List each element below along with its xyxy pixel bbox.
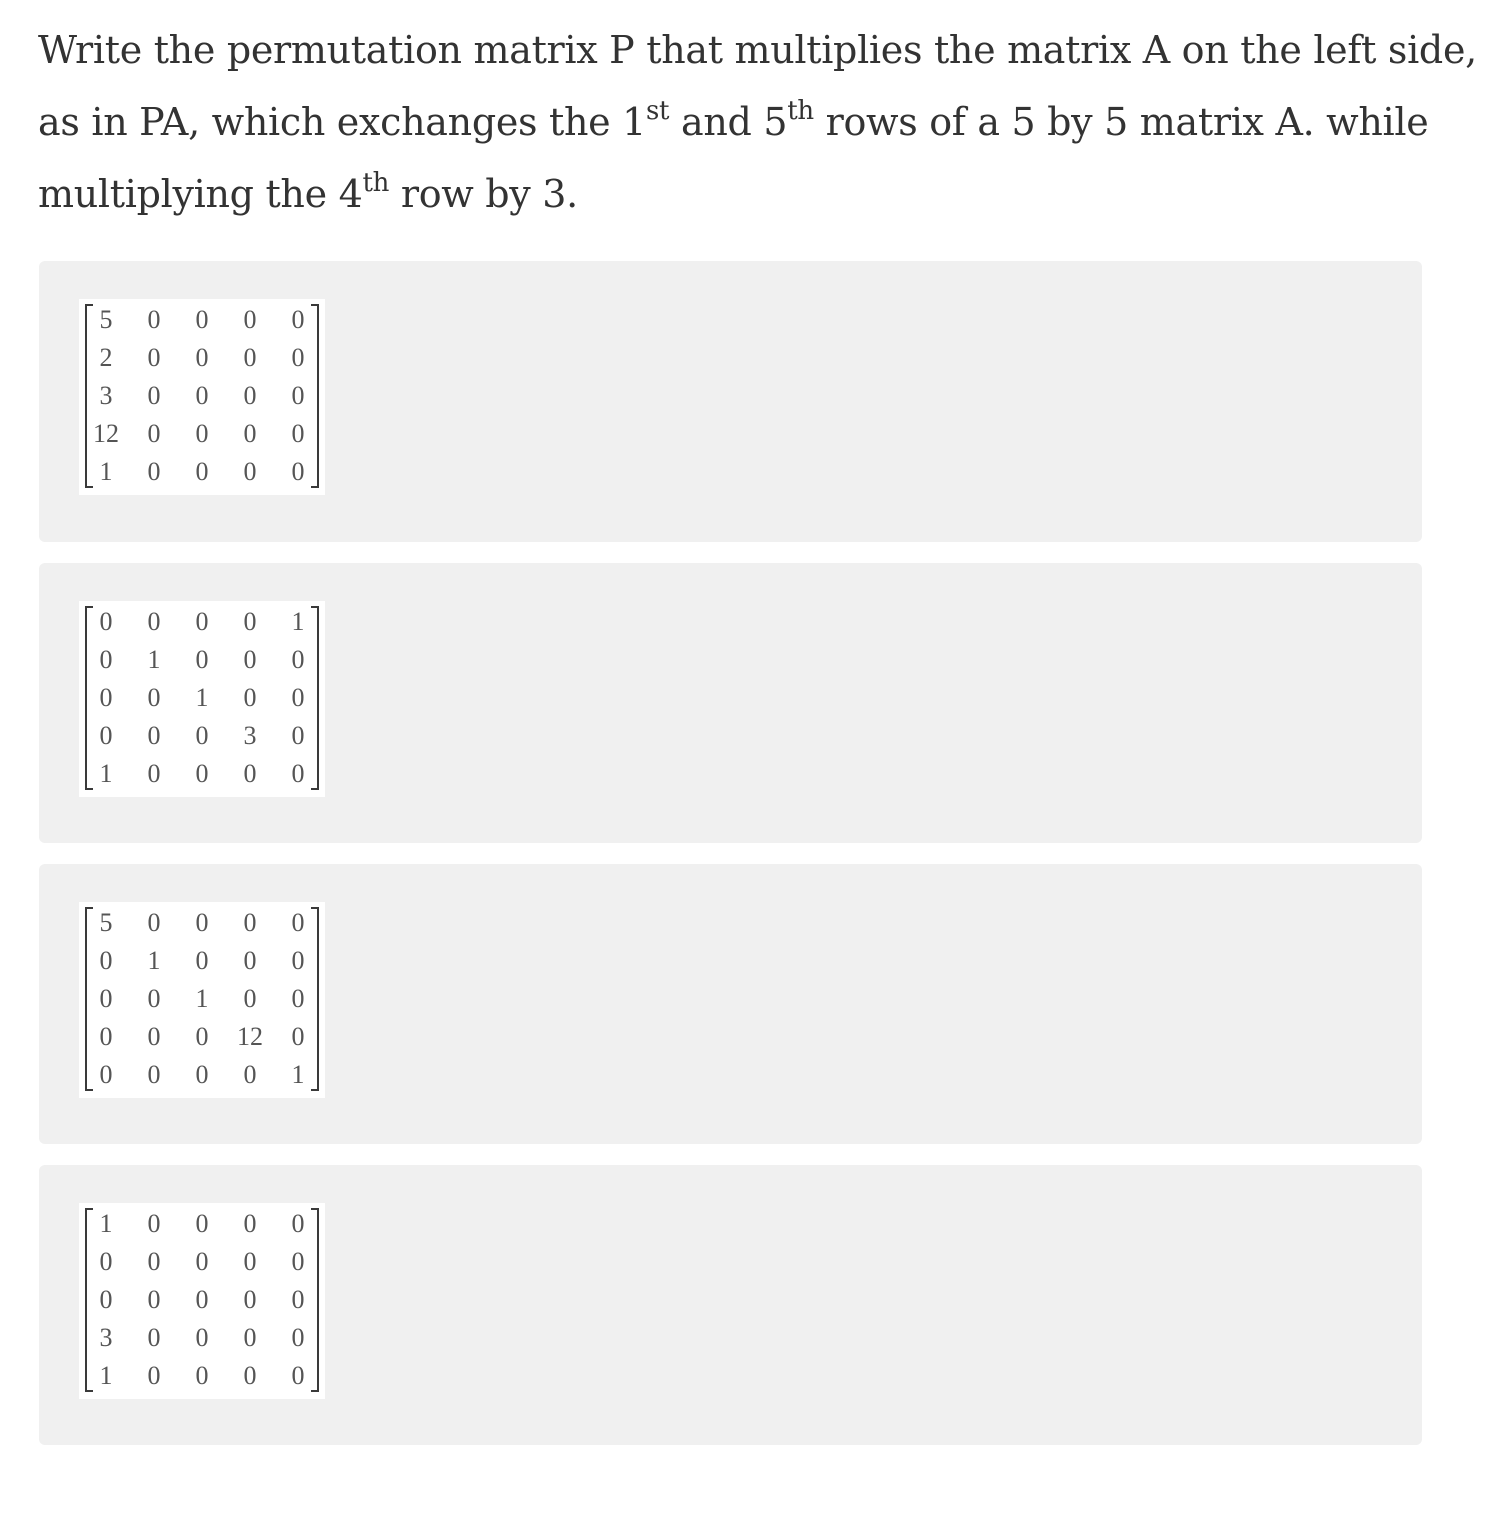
matrix-row [93, 1243, 311, 1281]
matrix [85, 904, 319, 1094]
matrix-cell: 0 [147, 721, 161, 750]
matrix-cell: 3 [99, 1323, 113, 1352]
matrix-cell: 0 [291, 419, 305, 448]
question-line-2-part-b: and 5 [669, 100, 788, 144]
matrix-cell: 0 [243, 343, 257, 372]
matrix-cell: 0 [147, 683, 161, 712]
matrix-cell: 0 [147, 305, 161, 334]
matrix [85, 603, 319, 793]
matrix-cell: 0 [99, 1022, 113, 1051]
matrix-table [93, 603, 311, 793]
matrix-cell: 0 [195, 457, 209, 486]
matrix-cell: 0 [243, 1285, 257, 1314]
matrix-cell: 0 [147, 1209, 161, 1238]
matrix-cell: 1 [195, 984, 209, 1013]
matrix-row [93, 717, 311, 755]
matrix-row [93, 1205, 311, 1243]
matrix-row [93, 301, 311, 339]
matrix-cell: 0 [291, 946, 305, 975]
matrix-cell: 0 [195, 1060, 209, 1089]
matrix-cell: 0 [147, 1022, 161, 1051]
matrix-cell: 0 [243, 1361, 257, 1390]
matrix-cell: 0 [195, 381, 209, 410]
matrix-cell: 0 [291, 1022, 305, 1051]
matrix-cell: 0 [243, 1323, 257, 1352]
matrix [85, 1205, 319, 1395]
matrix-cell: 0 [195, 645, 209, 674]
matrix-row [93, 1281, 311, 1319]
matrix-cell: 0 [195, 305, 209, 334]
matrix-cell: 0 [291, 1285, 305, 1314]
matrix-row [93, 1018, 311, 1056]
matrix-cell: 0 [147, 457, 161, 486]
matrix-cell: 5 [99, 305, 113, 334]
matrix-row [93, 377, 311, 415]
matrix-row [93, 679, 311, 717]
matrix-cell: 1 [99, 759, 113, 788]
matrix-cell: 0 [147, 1247, 161, 1276]
matrix-cell: 1 [99, 457, 113, 486]
matrix-cell: 0 [147, 381, 161, 410]
matrix-cell: 0 [291, 457, 305, 486]
matrix-cell: 0 [195, 1285, 209, 1314]
matrix-cell: 0 [99, 1247, 113, 1276]
matrix-row [93, 755, 311, 793]
matrix-cell: 0 [147, 759, 161, 788]
matrix-cell: 0 [243, 607, 257, 636]
matrix-cell: 0 [243, 305, 257, 334]
matrix-cell: 0 [99, 1285, 113, 1314]
matrix-cell: 0 [243, 381, 257, 410]
matrix-cell: 0 [291, 683, 305, 712]
matrix-cell: 0 [291, 721, 305, 750]
matrix [85, 301, 319, 491]
question-line-2-part-a: as in PA, which exchanges the 1 [38, 100, 646, 144]
matrix-cell: 0 [99, 607, 113, 636]
matrix-cell: 0 [291, 984, 305, 1013]
answer-option-3[interactable] [39, 864, 1422, 1144]
matrix-cell: 0 [291, 759, 305, 788]
question-line-3-part-a: multiplying the 4 [38, 172, 363, 216]
matrix-cell: 0 [147, 1285, 161, 1314]
matrix-cell: 0 [291, 381, 305, 410]
question-line-3-part-b: row by 3. [389, 172, 578, 216]
matrix-cell: 1 [147, 946, 161, 975]
question-line-1-text: Write the permutation matrix P that multiplies the matrix A on the left side, [38, 28, 1477, 72]
matrix-row [93, 904, 311, 942]
matrix-cell: 0 [99, 721, 113, 750]
question-text [38, 14, 1477, 230]
question-line-3 [38, 158, 1438, 230]
matrix-row [93, 453, 311, 491]
question-line-1 [38, 14, 1477, 86]
matrix-cell: 3 [99, 381, 113, 410]
matrix-table [93, 1205, 311, 1395]
matrix-cell: 3 [243, 721, 257, 750]
matrix-cell: 1 [99, 1361, 113, 1390]
matrix-cell: 2 [99, 343, 113, 372]
matrix-cell: 0 [195, 946, 209, 975]
matrix-cell: 0 [195, 343, 209, 372]
matrix-cell: 1 [99, 1209, 113, 1238]
matrix-cell: 0 [243, 984, 257, 1013]
matrix-cell: 0 [243, 1247, 257, 1276]
answer-option-4[interactable] [39, 1165, 1422, 1445]
matrix-image [79, 902, 325, 1098]
matrix-cell: 0 [291, 1209, 305, 1238]
matrix-cell: 0 [195, 759, 209, 788]
answer-option-2[interactable] [39, 563, 1422, 843]
question-line-2 [38, 86, 1438, 158]
matrix-cell: 0 [243, 457, 257, 486]
matrix-row [93, 1319, 311, 1357]
matrix-cell: 0 [243, 645, 257, 674]
matrix-cell: 0 [195, 1209, 209, 1238]
matrix-cell: 1 [147, 645, 161, 674]
matrix-cell: 0 [243, 419, 257, 448]
matrix-cell: 0 [99, 683, 113, 712]
matrix-cell: 0 [195, 1323, 209, 1352]
matrix-cell: 0 [195, 1022, 209, 1051]
matrix-row [93, 1357, 311, 1395]
matrix-cell: 0 [243, 1060, 257, 1089]
matrix-cell: 0 [195, 908, 209, 937]
matrix-cell: 1 [195, 683, 209, 712]
matrix-cell: 0 [291, 1247, 305, 1276]
matrix-row [93, 415, 311, 453]
matrix-row [93, 980, 311, 1018]
matrix-cell: 0 [243, 946, 257, 975]
matrix-cell: 1 [291, 607, 305, 636]
matrix-table [93, 301, 311, 491]
ordinal-superscript-th: th [362, 168, 390, 199]
matrix-row [93, 339, 311, 377]
matrix-cell: 0 [195, 607, 209, 636]
matrix-image [79, 1203, 325, 1399]
matrix-cell: 0 [99, 1060, 113, 1089]
matrix-cell: 0 [291, 305, 305, 334]
matrix-cell: 0 [147, 908, 161, 937]
matrix-row [93, 603, 311, 641]
matrix-cell: 0 [147, 343, 161, 372]
matrix-cell: 0 [243, 683, 257, 712]
answer-option-1[interactable] [39, 261, 1422, 542]
matrix-cell: 0 [195, 1361, 209, 1390]
matrix-cell: 0 [147, 1323, 161, 1352]
matrix-cell: 12 [237, 1022, 263, 1051]
matrix-cell: 1 [291, 1060, 305, 1089]
matrix-cell: 0 [147, 1361, 161, 1390]
matrix-cell: 0 [147, 1060, 161, 1089]
matrix-cell: 0 [291, 1361, 305, 1390]
matrix-cell: 0 [291, 908, 305, 937]
matrix-cell: 0 [243, 908, 257, 937]
matrix-cell: 0 [243, 1209, 257, 1238]
ordinal-superscript-th: th [787, 96, 814, 127]
matrix-cell: 0 [291, 645, 305, 674]
matrix-cell: 0 [147, 607, 161, 636]
matrix-cell: 0 [147, 419, 161, 448]
matrix-cell: 0 [195, 1247, 209, 1276]
matrix-image [79, 601, 325, 797]
matrix-image [79, 299, 325, 495]
matrix-cell: 0 [291, 343, 305, 372]
matrix-cell: 0 [243, 759, 257, 788]
matrix-cell: 0 [99, 984, 113, 1013]
question-line-2-part-c: rows of a 5 by 5 matrix A. while [813, 100, 1429, 144]
matrix-cell: 12 [93, 419, 119, 448]
matrix-row [93, 942, 311, 980]
matrix-cell: 0 [99, 946, 113, 975]
matrix-row [93, 1056, 311, 1094]
matrix-cell: 5 [99, 908, 113, 937]
matrix-cell: 0 [195, 721, 209, 750]
matrix-cell: 0 [99, 645, 113, 674]
matrix-cell: 0 [195, 419, 209, 448]
matrix-cell: 0 [291, 1323, 305, 1352]
ordinal-superscript-st: st [646, 96, 670, 127]
matrix-table [93, 904, 311, 1094]
matrix-cell: 0 [147, 984, 161, 1013]
matrix-row [93, 641, 311, 679]
